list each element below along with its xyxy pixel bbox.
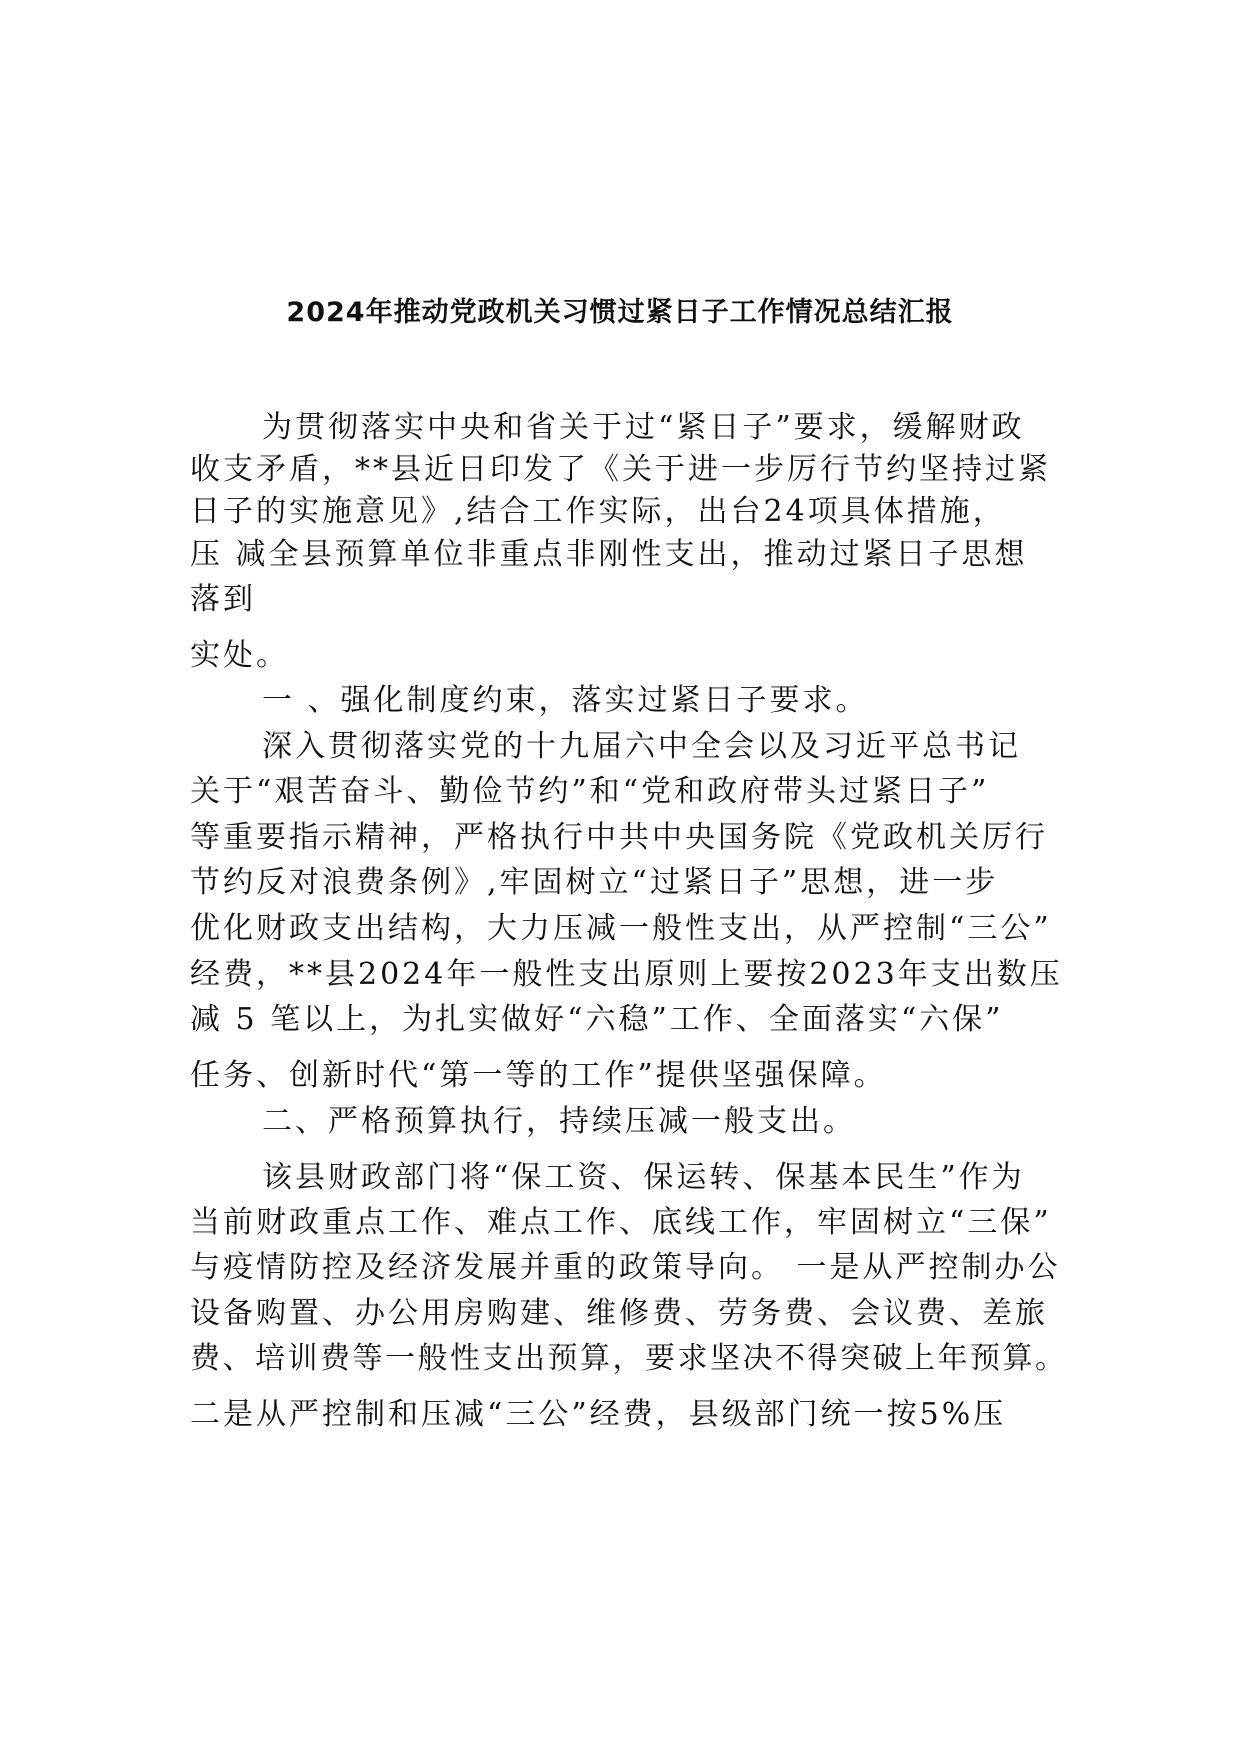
- section-heading-1: 一 、强化制度约束，落实过紧日子要求。: [262, 683, 869, 718]
- body-line-18: 当前财政重点工作、难点工作、底线工作，牢固树立“三保”: [190, 1205, 1052, 1240]
- body-line-13: 经费，**县2024年一般性支出原则上要按2023年支出数压: [190, 957, 1063, 992]
- body-line-21: 费、培训费等一般性支出预算，要求坚决不得突破上年预算。: [190, 1341, 1068, 1376]
- body-line-5: 落到: [190, 582, 256, 617]
- body-line-8: 深入贯彻落实党的十九届六中全会以及习近平总书记: [262, 729, 1021, 764]
- body-line-4: 压 减全县预算单位非重点非刚性支出，推动过紧日子思想: [190, 537, 1028, 572]
- body-line-11: 节约反对浪费条例》,牢固树立“过紧日子”思想，进一步: [190, 865, 999, 900]
- body-line-20: 设备购置、办公用房购建、维修费、劳务费、会议费、差旅: [190, 1296, 1048, 1331]
- document-title: 2024年推动党政机关习惯过紧日子工作情况总结汇报: [286, 297, 954, 328]
- section-heading-2: 二、严格预算执行，持续压减一般支出。: [262, 1104, 856, 1139]
- body-line-10: 等重要指示精神，严格执行中共中央国务院《党政机关厉行: [190, 820, 1048, 855]
- body-line-1: 为贯彻落实中央和省关于过“紧日子”要求，缓解财政: [262, 410, 1025, 445]
- body-line-9: 关于“艰苦奋斗、勤俭节约”和“党和政府带头过紧日子”: [190, 774, 990, 809]
- body-line-2: 收支矛盾，**县近日印发了《关于进一步厉行节约坚持过紧: [190, 452, 1051, 487]
- body-line-17: 该县财政部门将“保工资、保运转、保基本民生”作为: [262, 1160, 1025, 1195]
- body-line-3: 日子的实施意见》,结合工作实际，出台24项具体措施，: [190, 494, 1006, 529]
- body-line-6: 实处。: [190, 638, 289, 673]
- body-line-14: 减 5 笔以上，为扎实做好“六稳”工作、全面落实“六保”: [190, 1002, 1004, 1037]
- body-line-15: 任务、创新时代“第一等的工作”提供坚强保障。: [190, 1058, 887, 1093]
- body-line-22: 二是从严控制和压减“三公”经费，县级部门统一按5%压: [190, 1397, 1007, 1432]
- body-line-19: 与疫情防控及经济发展并重的政策导向。 一是从严控制办公: [190, 1250, 1061, 1285]
- body-line-12: 优化财政支出结构，大力压减一般性支出，从严控制“三公”: [190, 911, 1052, 946]
